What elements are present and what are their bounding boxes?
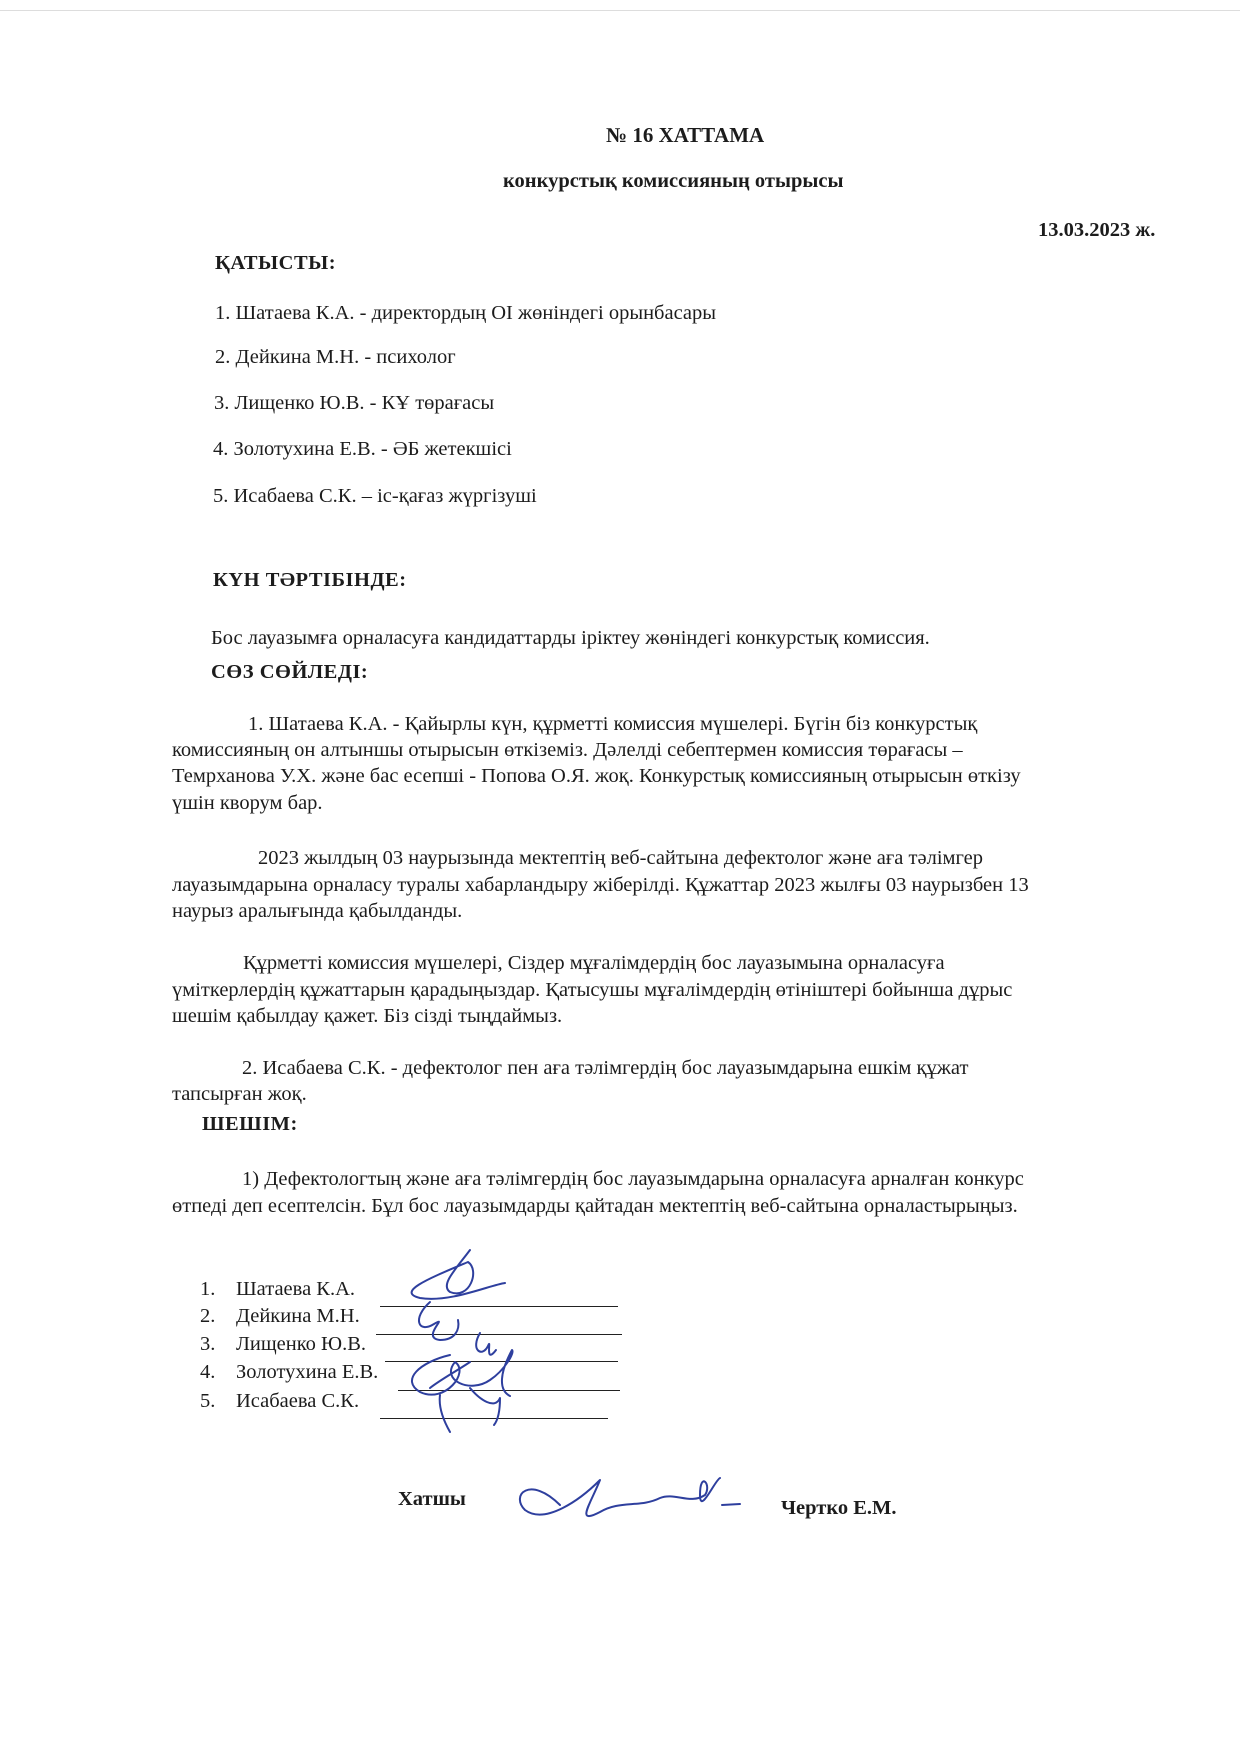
speech-line: комиссияның он алтыншы отырысын өткіземіз. Дәлелді себептермен комиссия төрағасы – xyxy=(172,739,963,761)
speech-line: наурыз аралығында қабылданды. xyxy=(172,900,463,922)
speech-line: лауазымдарына орналасу туралы хабарландыру жіберілді. Құжаттар 2023 жылғы 03 наурызбен 13 xyxy=(172,874,1029,896)
signature-row-number: 3. xyxy=(200,1333,216,1355)
speech-line: 2023 жылдың 03 наурызында мектептің веб-сайтына дефектолог және аға тәлімгер xyxy=(258,847,983,869)
speech-line: үшін кворум бар. xyxy=(172,792,323,814)
secretary-name: Чертко Е.М. xyxy=(781,1497,897,1519)
speech-line: үміткерлердің құжаттарын қарадыңыздар. Қатысушы мұғалімдердің өтініштері бойынша дұрыс xyxy=(172,979,1013,1001)
signature-row-name: Дейкина М.Н. xyxy=(236,1305,360,1327)
protocol-date: 13.03.2023 ж. xyxy=(1038,219,1156,241)
attendee-item: 2. Дейкина М.Н. - психолог xyxy=(215,346,456,368)
secretary-label: Хатшы xyxy=(398,1488,466,1510)
decision-line: өтпеді деп есептелсін. Бұл бос лауазымдарды қайтадан мектептің веб-сайтына орналастырыңыз. xyxy=(172,1195,1018,1217)
agenda-text: Бос лауазымға орналасуға кандидаттарды іріктеу жөніндегі конкурстық комиссия. xyxy=(211,627,930,649)
attendee-item: 3. Лищенко Ю.В. - КҰ төрағасы xyxy=(214,392,495,414)
speech-line: 1. Шатаева К.А. - Қайырлы күн, құрметті комиссия мүшелері. Бүгін біз конкурстық xyxy=(248,713,978,735)
protocol-subtitle: конкурстық комиссияның отырысы xyxy=(503,170,844,192)
speech-line: 2. Исабаева С.К. - дефектолог пен аға тәлімгердің бос лауазымдарына ешкім құжат xyxy=(242,1057,969,1079)
decision-heading: ШЕШІМ: xyxy=(202,1113,298,1135)
speech-line: Темрханова У.Х. және бас есепші - Попова О.Я. жоқ. Конкурстық комиссияның отырысын өткізу xyxy=(172,765,1021,787)
attendee-item: 5. Исабаева С.К. – іс-қағаз жүргізуші xyxy=(213,485,537,507)
decision-line: 1) Дефектологтың және аға тәлімгердің бос лауазымдарына орналасуға арналған конкурс xyxy=(242,1168,1024,1190)
speech-line: тапсырған жоқ. xyxy=(172,1083,307,1105)
signature-row-name: Лищенко Ю.В. xyxy=(236,1333,367,1355)
speech-line: шешім қабылдау қажет. Біз сізді тыңдаймыз. xyxy=(172,1005,563,1027)
signature-row-number: 2. xyxy=(200,1305,216,1327)
signature-scribble-2 xyxy=(419,1302,458,1340)
signature-row-name: Исабаева С.К. xyxy=(236,1390,360,1412)
signature-scribble-5 xyxy=(440,1388,500,1432)
secretary-signature xyxy=(520,1478,720,1516)
speeches-heading: СӨЗ СӨЙЛЕДІ: xyxy=(211,661,369,683)
protocol-title: № 16 ХАТТАМА xyxy=(606,123,765,147)
agenda-heading: КҮН ТӘРТІБІНДЕ: xyxy=(213,569,407,591)
attendee-item: 1. Шатаева К.А. - директордың ОІ жөніндегі орынбасары xyxy=(215,302,717,324)
attendee-item: 4. Золотухина Е.В. - ӘБ жетекшісі xyxy=(213,438,512,460)
signature-row-number: 5. xyxy=(200,1390,216,1412)
signature-row-name: Золотухина Е.В. xyxy=(236,1361,379,1383)
signature-scribble-4 xyxy=(412,1350,513,1396)
signature-row-number: 4. xyxy=(200,1361,216,1383)
signature-row-number: 1. xyxy=(200,1278,216,1300)
signature-scribble-3 xyxy=(430,1333,496,1388)
signature-scribble-1 xyxy=(412,1250,505,1299)
speech-line: Құрметті комиссия мүшелері, Сіздер мұғалімдердің бос лауазымына орналасуға xyxy=(243,952,945,974)
attendees-heading: ҚАТЫСТЫ: xyxy=(215,252,337,274)
signature-row-name: Шатаева К.А. xyxy=(236,1278,356,1300)
